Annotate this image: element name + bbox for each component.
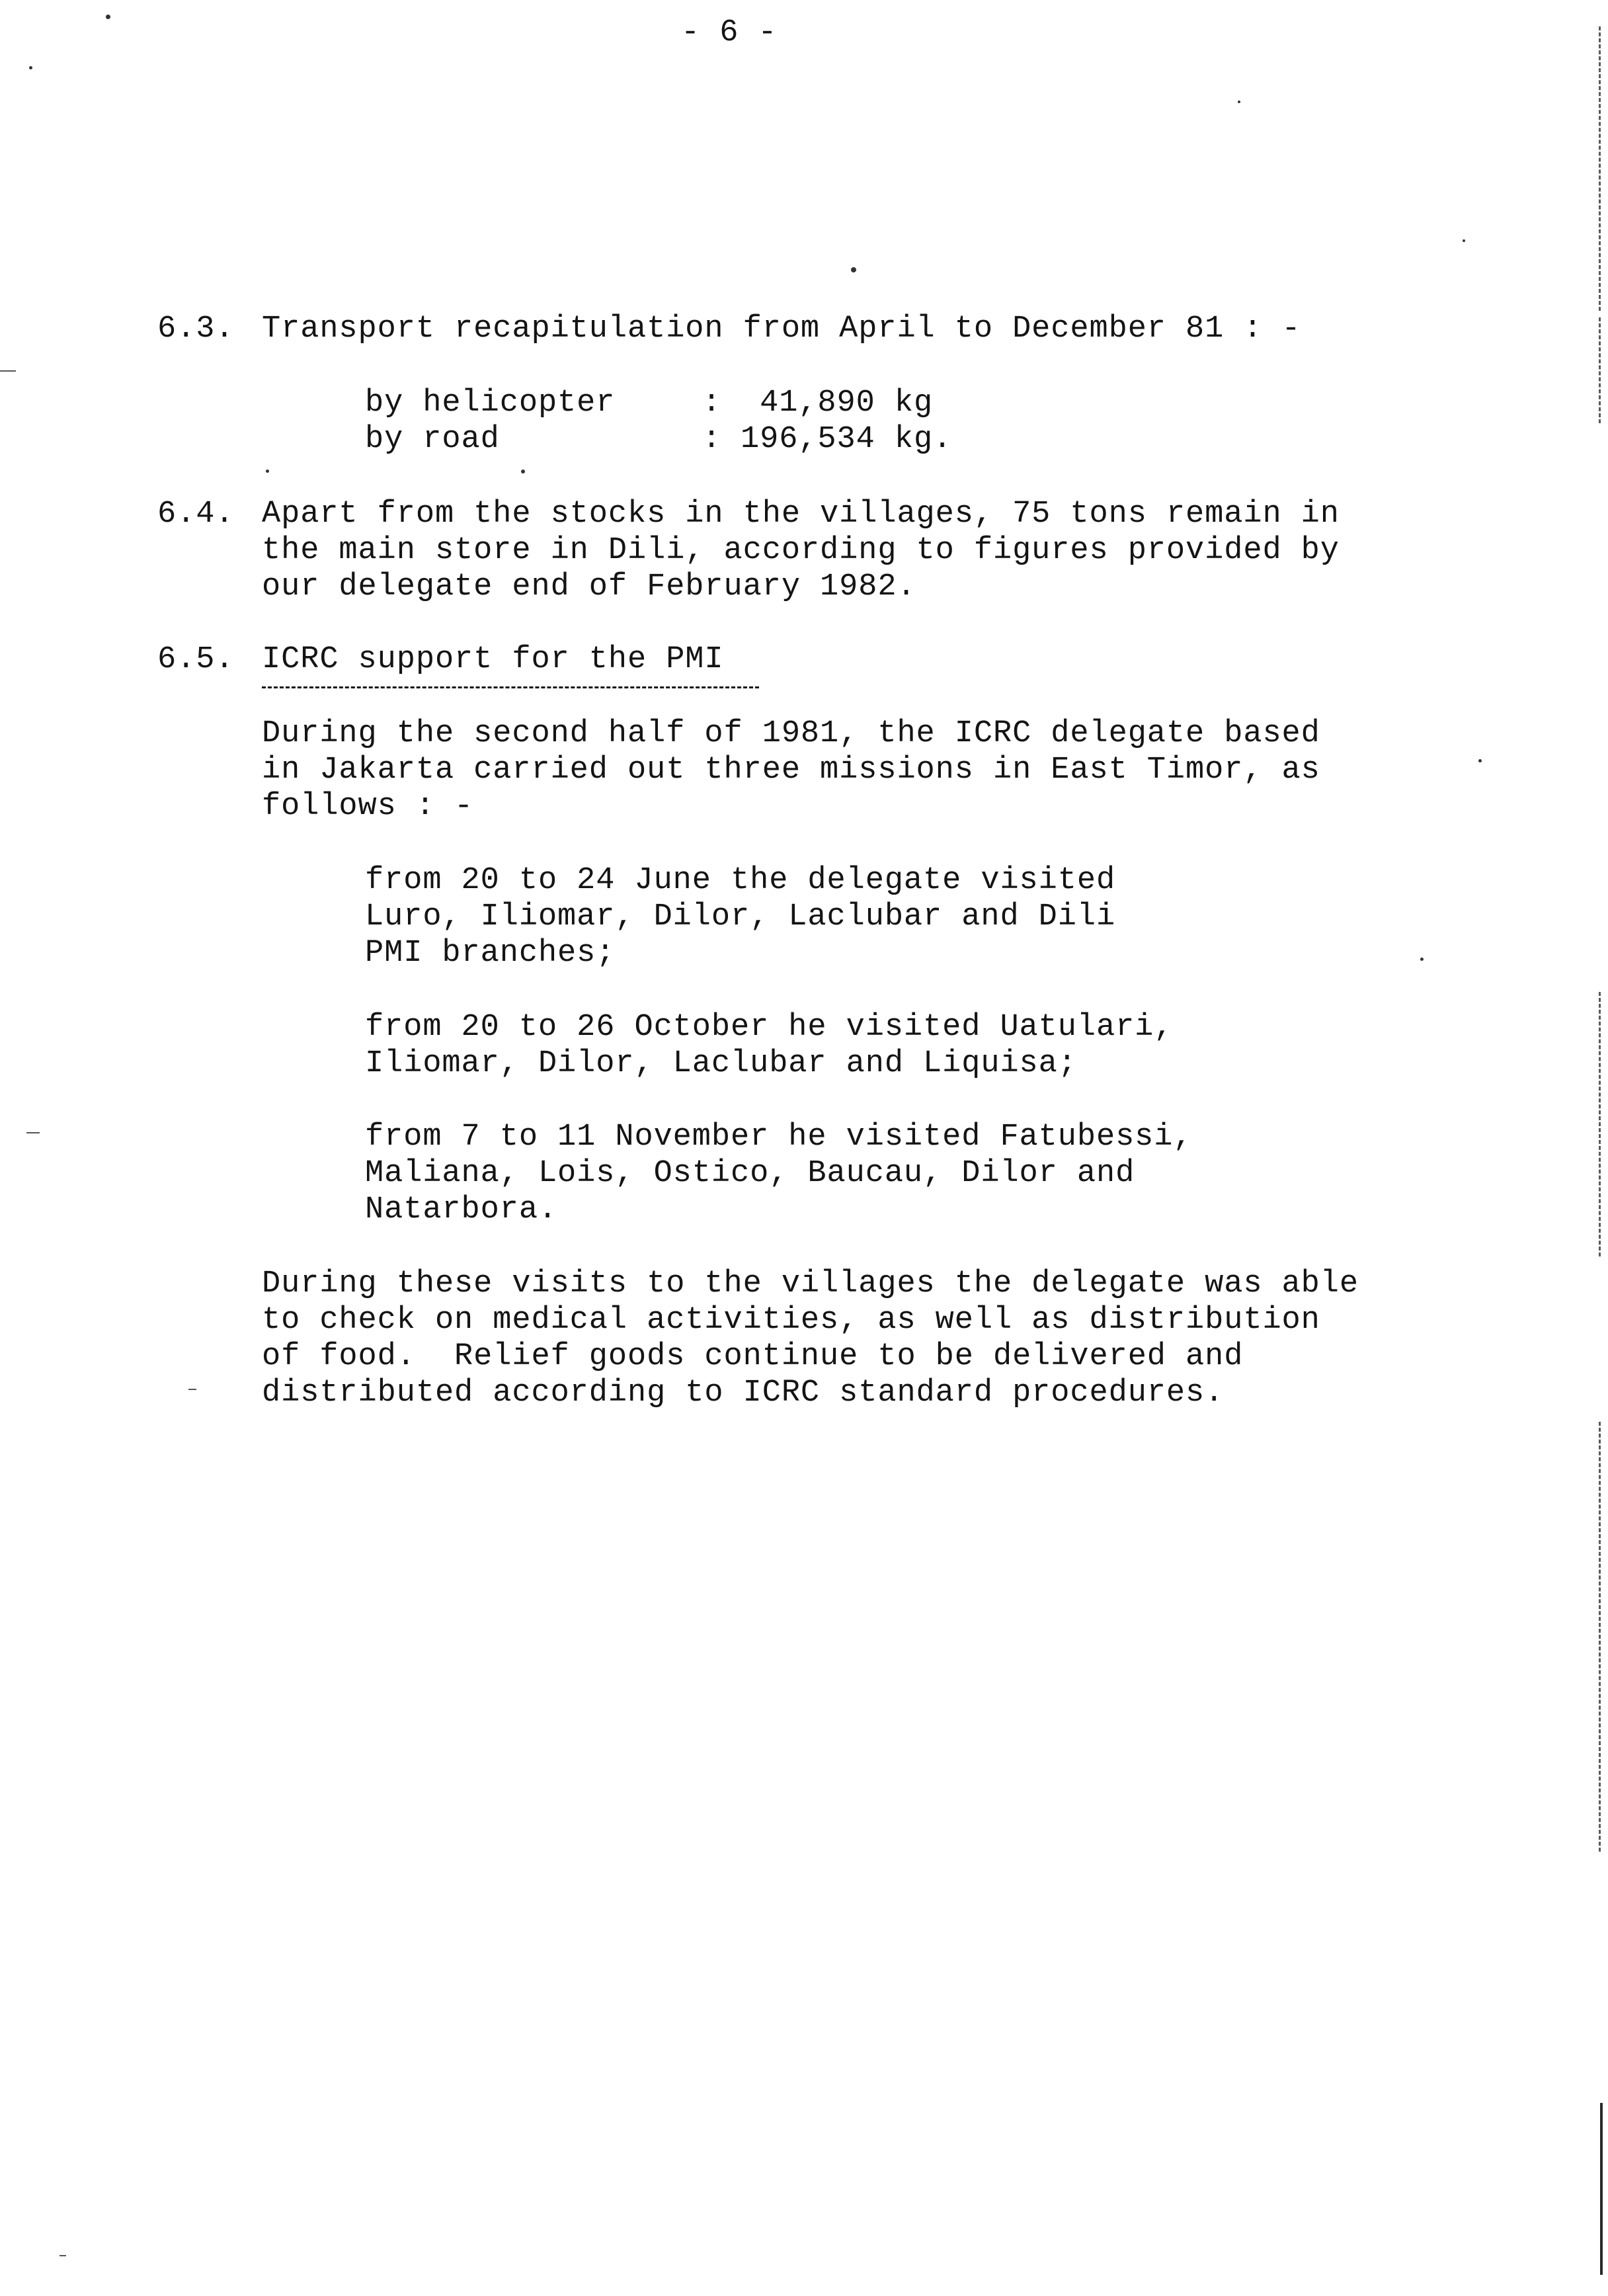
scan-speck bbox=[266, 470, 269, 473]
scan-speck bbox=[1478, 759, 1482, 762]
paragraph-line: During the second half of 1981, the ICRC delegate based bbox=[262, 716, 1320, 751]
scan-speck bbox=[0, 370, 16, 372]
mission-line: PMI branches; bbox=[365, 936, 616, 971]
scan-speck bbox=[1238, 101, 1240, 103]
scan-edge-mark bbox=[1599, 317, 1601, 423]
section-title-6-3: Transport recapitulation from April to December 81 : - bbox=[262, 311, 1301, 347]
mission-line: from 20 to 24 June the delegate visited bbox=[365, 863, 1116, 898]
title-underline bbox=[262, 686, 759, 688]
scan-speck bbox=[60, 2255, 66, 2256]
mission-line: Natarbora. bbox=[365, 1192, 558, 1227]
mission-line: Iliomar, Dilor, Laclubar and Liquisa; bbox=[365, 1046, 1077, 1081]
transport-value-road: 196,534 kg. bbox=[741, 422, 953, 457]
scan-speck bbox=[851, 267, 856, 272]
scan-speck bbox=[29, 66, 32, 69]
page-number: - 6 - bbox=[681, 15, 778, 50]
paragraph-line: follows : - bbox=[262, 789, 474, 824]
transport-colon-road: : bbox=[702, 422, 722, 457]
scan-speck bbox=[521, 470, 525, 473]
transport-label-helicopter: by helicopter bbox=[365, 386, 616, 421]
paragraph-line: the main store in Dili, according to figures provided by bbox=[262, 533, 1340, 568]
scan-edge-mark bbox=[1600, 2103, 1603, 2275]
transport-colon-helicopter: : bbox=[702, 386, 722, 421]
paragraph-line: our delegate end of February 1982. bbox=[262, 569, 916, 604]
paragraph-line: in Jakarta carried out three missions in East Timor, as bbox=[262, 753, 1320, 788]
mission-line: from 7 to 11 November he visited Fatubessi, bbox=[365, 1120, 1193, 1155]
section-number-6-4: 6.4. bbox=[157, 497, 235, 532]
mission-line: Maliana, Lois, Ostico, Baucau, Dilor and bbox=[365, 1156, 1135, 1191]
scan-speck bbox=[26, 1132, 40, 1133]
scan-speck bbox=[1463, 239, 1465, 242]
mission-line: from 20 to 26 October he visited Uatulari, bbox=[365, 1010, 1174, 1045]
section-number-6-3: 6.3. bbox=[157, 311, 235, 347]
paragraph-line: of food. Relief goods continue to be delivered and bbox=[262, 1339, 1244, 1374]
section-number-6-5: 6.5. bbox=[157, 642, 235, 677]
paragraph-line: to check on medical activities, as well as distribution bbox=[262, 1303, 1320, 1338]
scan-speck bbox=[1420, 958, 1424, 961]
transport-label-road: by road bbox=[365, 422, 500, 457]
scan-edge-mark bbox=[1599, 26, 1601, 311]
scan-speck bbox=[188, 1389, 196, 1390]
scan-edge-mark bbox=[1599, 1422, 1601, 1852]
mission-line: Luro, Iliomar, Dilor, Laclubar and Dili bbox=[365, 899, 1116, 934]
transport-value-helicopter: 41,890 kg bbox=[741, 386, 934, 421]
paragraph-line: Apart from the stocks in the villages, 75 tons remain in bbox=[262, 497, 1340, 532]
section-title-6-5: ICRC support for the PMI bbox=[262, 642, 724, 677]
scan-speck bbox=[106, 15, 110, 19]
scan-edge-mark bbox=[1599, 992, 1601, 1256]
paragraph-line: distributed according to ICRC standard procedures. bbox=[262, 1375, 1225, 1411]
paragraph-line: During these visits to the villages the delegate was able bbox=[262, 1266, 1359, 1301]
